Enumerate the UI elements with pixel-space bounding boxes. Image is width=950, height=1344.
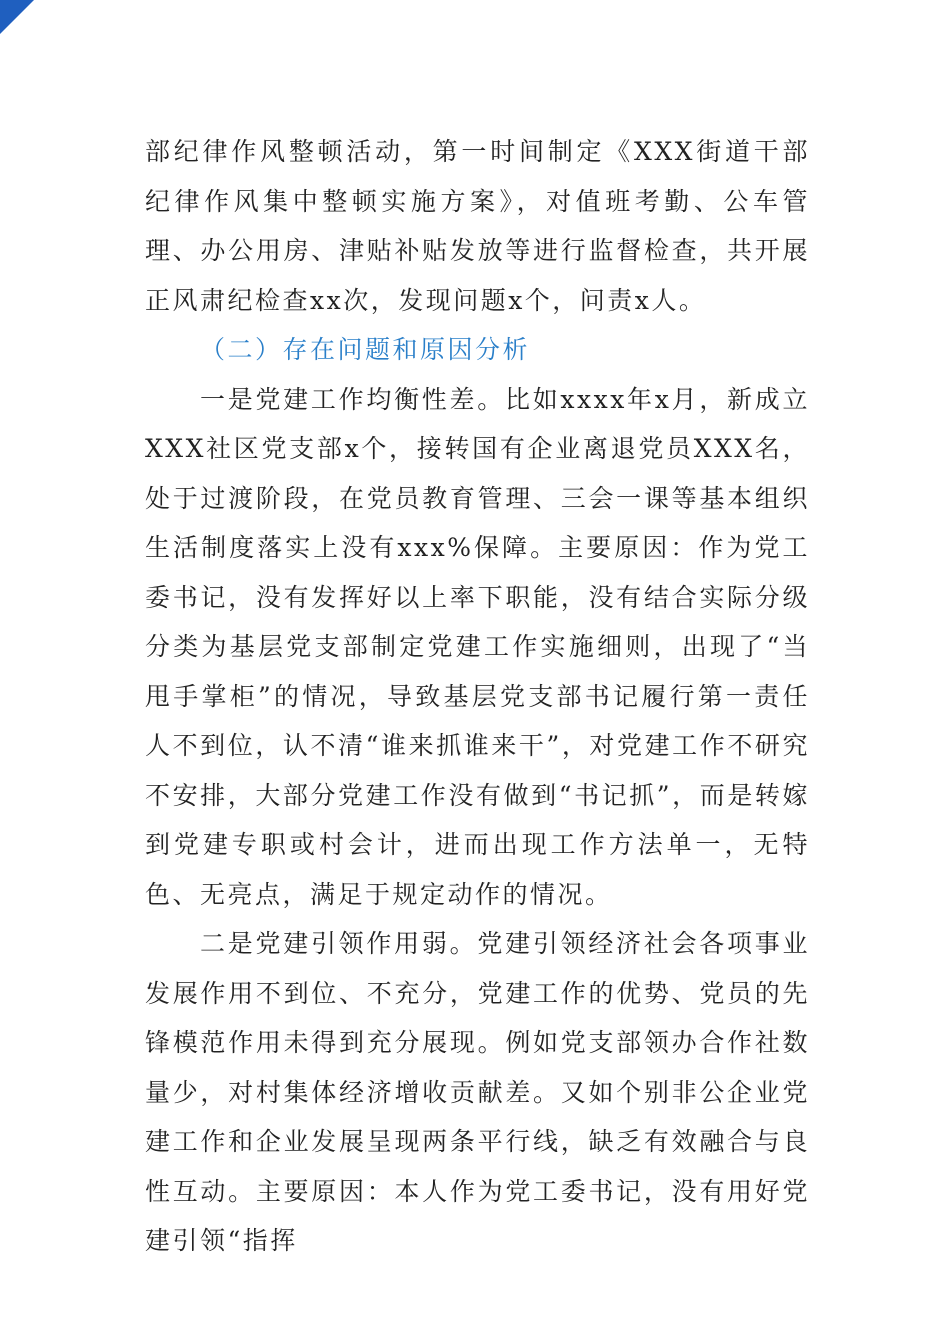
corner-mark: [0, 0, 34, 34]
section-heading: （二）存在问题和原因分析: [200, 335, 531, 364]
body-paragraph: 一是党建工作均衡性差。比如xxxx年x月，新成立XXX社区党支部x个，接转国有企业离退党员XXX名，处于过渡阶段，在党员教育管理、三会一课等基本组织生活制度落实上没有xxx%保障。主要原因：作为党工委书记，没有发挥好以上率下职能，没有结合实际分级分类为基层党支部制定党建工作实施细则，出现了“当甩手掌柜”的情况，导致基层党支部书记履行第一责任人不到位，认不清“谁来抓谁来干”，对党建工作不研究不安排，大部分党建工作没有做到“书记抓”，而是转嫁到党建专职或村会计，进而出现工作方法单一，无特色、无亮点，满足于规定动作的情况。: [145, 384, 810, 909]
body-paragraph: 部纪律作风整顿活动，第一时间制定《XXX街道干部纪律作风集中整顿实施方案》，对值班考勤、公车管理、办公用房、津贴补贴发放等进行监督检查，共开展正风肃纪检查xx次，发现问题x个，问责x人。: [145, 137, 810, 315]
body-paragraph: 二是党建引领作用弱。党建引领经济社会各项事业发展作用不到位、不充分，党建工作的优势、党员的先锋模范作用未得到充分展现。例如党支部领办合作社数量少，对村集体经济增收贡献差。又如个别非公企业党建工作和企业发展呈现两条平行线，缺乏有效融合与良性互动。主要原因：本人作为党工委书记，没有用好党建引领“指挥: [145, 929, 810, 1255]
document-page: [145, 127, 810, 1266]
